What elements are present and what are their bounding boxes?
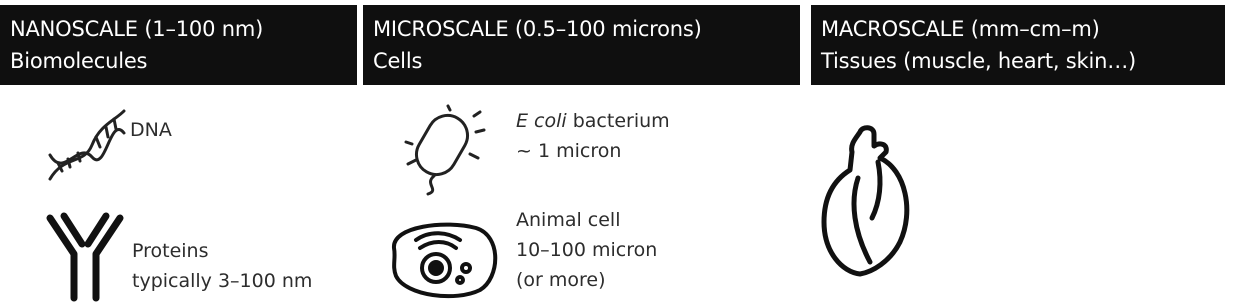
bacterium-icon	[404, 104, 494, 196]
macroscale-title: MACROSCALE (mm–cm–m)	[821, 17, 1100, 41]
animal-cell-icon	[386, 218, 504, 300]
antibody-icon	[40, 210, 130, 302]
nanoscale-title: NANOSCALE (1–100 nm)	[10, 17, 264, 41]
microscale-subtitle: Cells	[373, 49, 423, 73]
animal-cell-label: Animal cell 10–100 micron (or more)	[516, 209, 658, 291]
microscale-title: MICROSCALE (0.5–100 microns)	[373, 17, 702, 41]
nanoscale-subtitle: Biomolecules	[10, 49, 148, 73]
bacterium-species: E coli	[516, 110, 567, 132]
macroscale-header	[811, 5, 1225, 85]
protein-label: Proteins typically 3–100 nm	[132, 240, 313, 292]
dna-label: DNA	[130, 119, 172, 141]
bacterium-label: E coli bacterium ~ 1 micron	[516, 110, 670, 162]
macroscale-subtitle: Tissues (muscle, heart, skin…)	[821, 49, 1137, 73]
heart-icon	[820, 122, 920, 282]
microscale-header	[363, 5, 800, 85]
nanoscale-header	[0, 5, 357, 85]
dna-icon	[44, 105, 130, 183]
